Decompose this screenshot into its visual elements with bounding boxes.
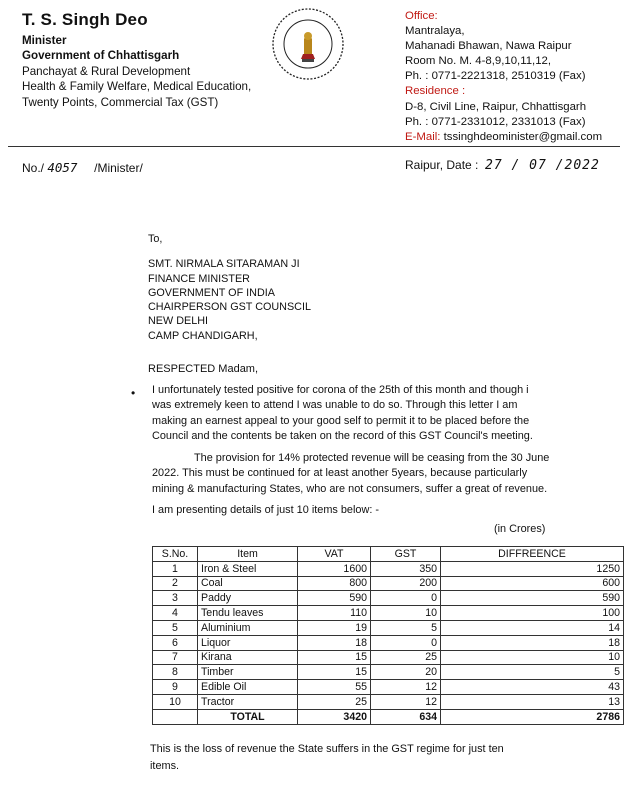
cell-item: Tractor — [198, 694, 298, 709]
table-row — [153, 680, 624, 695]
units-label: (in Crores) — [494, 523, 546, 535]
cell-difference: 43 — [441, 680, 624, 695]
date-value: 27 / 07 /2022 — [485, 158, 600, 173]
total-gst: 634 — [371, 709, 441, 724]
email-label: E-Mail: — [405, 130, 441, 143]
office-contact-block — [405, 9, 602, 145]
cell-item: Kirana — [198, 650, 298, 665]
revenue-table — [152, 546, 624, 725]
cell-item: Tendu leaves — [198, 606, 298, 621]
cell-vat: 15 — [298, 665, 371, 680]
cell-item: Edible Oil — [198, 680, 298, 695]
cell-difference: 590 — [441, 591, 624, 606]
cell-item: Liquor — [198, 635, 298, 650]
cell-vat: 110 — [298, 606, 371, 621]
cell-difference: 1250 — [441, 561, 624, 576]
total-label: TOTAL — [198, 709, 298, 724]
cell-difference: 100 — [441, 606, 624, 621]
date-label: Raipur, Date : — [405, 158, 479, 172]
minister-title: Minister — [22, 34, 67, 47]
cell-difference: 18 — [441, 635, 624, 650]
address-line: NEW DELHI — [148, 315, 208, 328]
portfolio-line: Panchayat & Rural Development — [22, 64, 191, 78]
cell-vat: 25 — [298, 694, 371, 709]
cell-sno: 4 — [153, 606, 198, 621]
portfolio-line: Twenty Points, Commercial Tax (GST) — [22, 95, 219, 109]
table-row — [153, 620, 624, 635]
minister-details — [22, 33, 251, 110]
table-header-row — [153, 547, 624, 562]
paragraph-2: The provision for 14% protected revenue will be ceasing from the 30 June 2022. This must be continued for at least another 5years, because particularly mining & manufacturing States, who are not consumers, suffer a great of revenue. — [152, 452, 550, 495]
cell-sno: 6 — [153, 635, 198, 650]
cell-gst: 20 — [371, 665, 441, 680]
cell-sno: 5 — [153, 620, 198, 635]
table-row — [153, 635, 624, 650]
email-address: tssinghdeominister@gmail.com — [443, 130, 603, 143]
cell-difference: 600 — [441, 576, 624, 591]
cell-gst: 5 — [371, 620, 441, 635]
cell-vat: 1600 — [298, 561, 371, 576]
cell-gst: 350 — [371, 561, 441, 576]
cell-gst: 25 — [371, 650, 441, 665]
bullet-marker: • — [131, 386, 136, 400]
cell-sno: 8 — [153, 665, 198, 680]
ref-no-label: No./ — [22, 161, 45, 175]
cell-sno: 10 — [153, 694, 198, 709]
cell-vat: 55 — [298, 680, 371, 695]
table-row — [153, 665, 624, 680]
cell-item: Paddy — [198, 591, 298, 606]
cell-sno: 1 — [153, 561, 198, 576]
minister-name: T. S. Singh Deo — [22, 10, 148, 29]
cell-vat: 18 — [298, 635, 371, 650]
letter-date — [405, 158, 600, 173]
cell-sno: 7 — [153, 650, 198, 665]
residence-label: Residence : — [405, 85, 466, 98]
cell-difference: 5 — [441, 665, 624, 680]
cell-gst: 12 — [371, 680, 441, 695]
residence-line: D-8, Civil Line, Raipur, Chhattisgarh — [405, 100, 587, 113]
state-emblem-seal — [271, 7, 345, 81]
cell-gst: 0 — [371, 635, 441, 650]
table-row — [153, 694, 624, 709]
cell-gst: 0 — [371, 591, 441, 606]
address-line: CAMP CHANDIGARH, — [148, 329, 258, 342]
office-line: Room No. M. 4-8,9,10,11,12, — [405, 55, 552, 68]
cell-gst: 10 — [371, 606, 441, 621]
paragraph-3: I am presenting details of just 10 items below: - — [152, 504, 379, 516]
reference-number — [22, 160, 143, 175]
cell-sno: 9 — [153, 680, 198, 695]
table-row — [153, 576, 624, 591]
to-label: To, — [148, 233, 163, 245]
total-blank — [153, 709, 198, 724]
cell-item: Aluminium — [198, 620, 298, 635]
cell-item: Timber — [198, 665, 298, 680]
total-difference: 2786 — [441, 709, 624, 724]
total-vat: 3420 — [298, 709, 371, 724]
cell-item: Coal — [198, 576, 298, 591]
office-label: Office: — [405, 10, 438, 22]
address-line: GOVERNMENT OF INDIA — [148, 286, 275, 299]
salutation: RESPECTED Madam, — [148, 363, 259, 375]
table-row — [153, 561, 624, 576]
cell-sno: 2 — [153, 576, 198, 591]
office-line: Ph. : 0771-2221318, 2510319 (Fax) — [405, 70, 586, 83]
paragraph-1: I unfortunately tested positive for corona of the 25th of this month and though i was extremely keen to attend I was unable to do so. Through this letter I am making an earnest appeal to your good self to permit it to be placed before the Council and the contents be taken on the record of this GST Council's meeting. — [152, 384, 533, 443]
cell-difference: 13 — [441, 694, 624, 709]
header-gst: GST — [371, 547, 441, 562]
cell-vat: 800 — [298, 576, 371, 591]
table-total-row — [153, 709, 624, 724]
table-row — [153, 650, 624, 665]
cell-vat: 590 — [298, 591, 371, 606]
cell-vat: 19 — [298, 620, 371, 635]
office-line: Mantralaya, — [405, 25, 465, 38]
residence-line: Ph. : 0771-2331012, 2331013 (Fax) — [405, 115, 586, 128]
cell-item: Iron & Steel — [198, 561, 298, 576]
address-line: CHAIRPERSON GST COUNSCIL — [148, 301, 311, 314]
header-vat: VAT — [298, 547, 371, 562]
table-row — [153, 606, 624, 621]
portfolio-line: Health & Family Welfare, Medical Education, — [22, 80, 252, 94]
email-line — [405, 130, 602, 145]
cell-sno: 3 — [153, 591, 198, 606]
government-name: Government of Chhattisgarh — [22, 49, 180, 63]
closing-remark: This is the loss of revenue the State suffers in the GST regime for just ten items. — [150, 743, 504, 772]
cell-gst: 12 — [371, 694, 441, 709]
cell-difference: 14 — [441, 620, 624, 635]
cell-vat: 15 — [298, 650, 371, 665]
header-rule — [8, 146, 620, 147]
cell-difference: 10 — [441, 650, 624, 665]
header-difference: DIFFREENCE — [441, 547, 624, 562]
ref-no-value: 4057 — [47, 160, 78, 175]
recipient-address — [148, 232, 311, 343]
table-row — [153, 591, 624, 606]
office-line: Mahanadi Bhawan, Nawa Raipur — [405, 40, 572, 53]
address-line: FINANCE MINISTER — [148, 272, 250, 285]
cell-gst: 200 — [371, 576, 441, 591]
header-sno: S.No. — [153, 547, 198, 562]
header-item: Item — [198, 547, 298, 562]
ref-suffix: /Minister/ — [94, 161, 143, 175]
address-line: SMT. NIRMALA SITARAMAN JI — [148, 258, 300, 271]
